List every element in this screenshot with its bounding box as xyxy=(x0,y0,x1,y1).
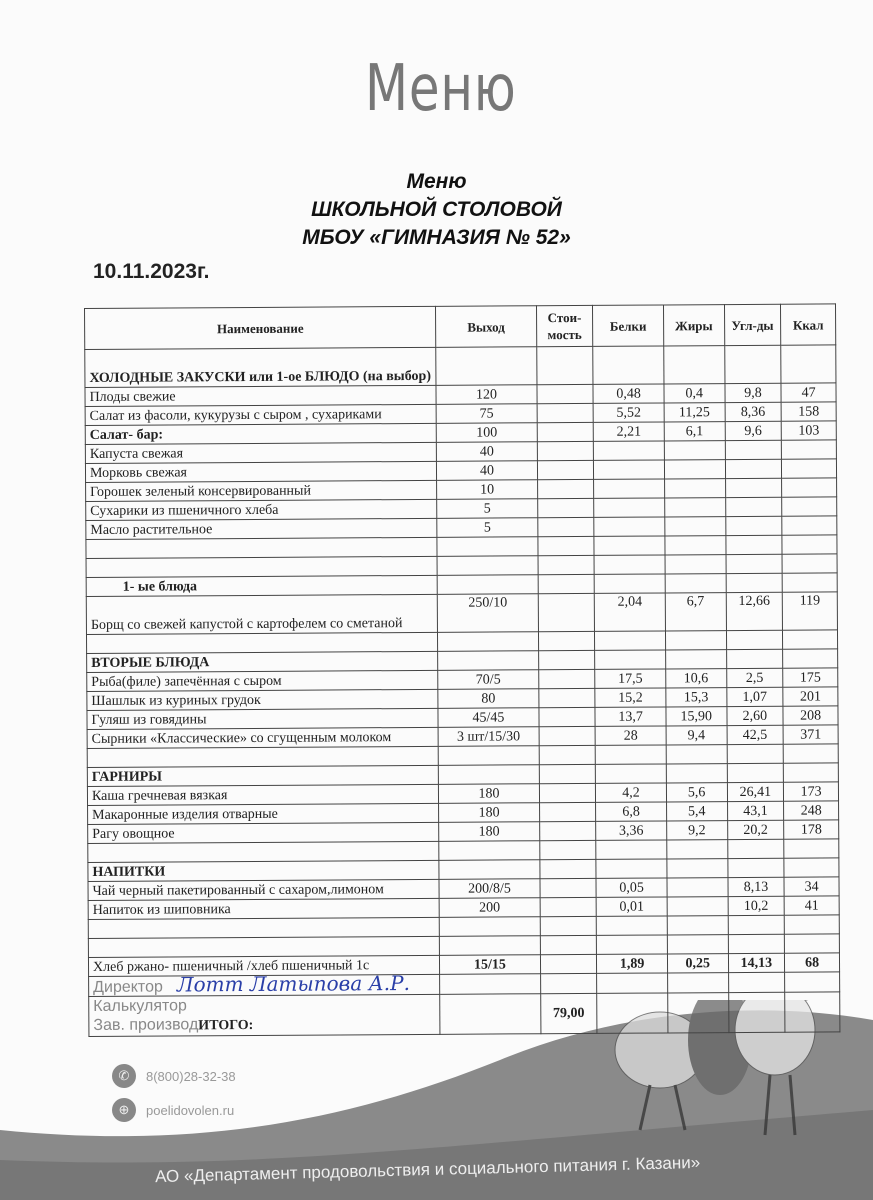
cell-cost xyxy=(539,745,596,764)
section-row xyxy=(85,345,836,388)
menu-table xyxy=(84,303,840,1037)
cell-cost xyxy=(539,726,596,745)
cell-yield xyxy=(437,556,537,576)
cell-carbs xyxy=(728,915,785,934)
globe-icon: ⊕ xyxy=(112,1098,136,1122)
dish-name: Рыба(филе) запечённая с сыром xyxy=(87,670,438,691)
cell-cost xyxy=(538,688,595,707)
col-yield: Выход xyxy=(436,306,536,348)
cell-kcal xyxy=(784,763,839,782)
cell-kcal: 68 xyxy=(785,953,840,972)
production-label: Зав. производ xyxy=(93,1016,199,1034)
cell-yield: 200 xyxy=(439,898,539,918)
cell-yield: 40 xyxy=(437,442,537,462)
company-name: АО «Департамент продовольствия и социального питания г. Казани» xyxy=(154,1152,701,1187)
cell-protein: 17,5 xyxy=(595,669,666,688)
cell-fat: 6,7 xyxy=(665,593,726,631)
cell-yield: 5 xyxy=(437,499,537,519)
cell-protein: 28 xyxy=(595,726,666,745)
cell-yield xyxy=(437,537,537,557)
cell-fat xyxy=(665,555,726,574)
cell-protein: 5,52 xyxy=(593,403,664,422)
cell-cost xyxy=(537,460,594,479)
cell-kcal xyxy=(782,554,837,573)
cell-carbs xyxy=(726,630,783,649)
dish-name: Салат из фасоли, кукурузы с сыром , сухариками xyxy=(85,404,436,425)
cell-fat: 11,25 xyxy=(664,403,725,422)
cell-kcal xyxy=(783,744,838,763)
cell-fat xyxy=(664,460,725,479)
cell-carbs xyxy=(726,649,783,668)
cell-carbs: 9,6 xyxy=(725,421,782,440)
calculator-label: Калькулятор xyxy=(93,997,187,1015)
dish-name: Макаронные изделия отварные xyxy=(88,803,439,824)
cell-kcal xyxy=(784,839,839,858)
dish-name: Каша гречневая вязкая xyxy=(87,784,438,805)
cell-carbs xyxy=(725,497,782,516)
cell-carbs xyxy=(725,478,782,497)
cell-cost xyxy=(538,669,595,688)
dish-name: ВТОРЫЕ БЛЮДА xyxy=(87,651,438,672)
handwritten-title: Меню xyxy=(365,52,517,126)
cell-protein xyxy=(594,479,665,498)
cell-cost xyxy=(537,441,594,460)
dish-name: Шашлык из куриных грудок xyxy=(87,689,438,710)
dish-name: Напиток из шиповника xyxy=(88,898,439,919)
cell-yield: 45/45 xyxy=(438,708,538,728)
dish-name: Сухарики из пшеничного хлеба xyxy=(86,499,437,520)
cell-yield xyxy=(440,936,540,956)
cell-protein: 15,2 xyxy=(595,688,666,707)
cell-fat xyxy=(665,631,726,650)
table-row xyxy=(86,592,837,635)
cell-kcal xyxy=(782,516,837,535)
dish-name xyxy=(88,841,439,862)
cell-kcal xyxy=(782,440,837,459)
cell-yield xyxy=(439,746,539,766)
cell-yield: 80 xyxy=(438,689,538,709)
cell-protein xyxy=(597,935,668,954)
cell-carbs xyxy=(727,858,784,877)
col-name: Наименование xyxy=(85,306,437,349)
cell-kcal: 201 xyxy=(783,687,838,706)
cell-kcal: 158 xyxy=(781,402,836,421)
cell-protein xyxy=(597,916,668,935)
cell-fat: 9,4 xyxy=(666,726,727,745)
cell-protein: 3,36 xyxy=(596,821,667,840)
dish-name xyxy=(86,537,437,558)
cell-yield: 120 xyxy=(436,385,536,405)
cell-yield xyxy=(436,347,536,386)
cell-cost xyxy=(539,707,596,726)
cell-fat xyxy=(664,479,725,498)
cell-yield xyxy=(439,841,539,861)
dish-name: Борщ со свежей капустой с картофелем со сметаной xyxy=(86,594,438,634)
cell-kcal xyxy=(783,630,838,649)
cell-carbs xyxy=(725,459,782,478)
dish-name xyxy=(87,746,438,767)
cell-protein: 2,04 xyxy=(595,593,666,631)
cell-carbs xyxy=(726,554,783,573)
cell-carbs: 43,1 xyxy=(727,801,784,820)
cell-cost xyxy=(537,422,594,441)
cell-yield: 180 xyxy=(439,822,539,842)
cell-yield: 100 xyxy=(437,423,537,443)
cell-cost xyxy=(538,593,595,631)
cell-cost xyxy=(540,897,597,916)
cell-fat xyxy=(667,840,728,859)
cell-yield xyxy=(439,860,539,880)
cell-yield: 15/15 xyxy=(440,955,540,975)
cell-protein: 2,21 xyxy=(594,422,665,441)
dish-name: Горошек зеленый консервированный xyxy=(86,480,437,501)
cell-fat xyxy=(664,441,725,460)
cell-cost xyxy=(538,555,595,574)
col-protein: Белки xyxy=(593,305,664,346)
website-text: poelidovolen.ru xyxy=(146,1102,235,1118)
cell-kcal: 103 xyxy=(781,421,836,440)
dish-name: НАПИТКИ xyxy=(88,860,439,881)
cell-protein xyxy=(594,460,665,479)
cell-yield xyxy=(440,917,540,937)
cell-protein xyxy=(596,840,667,859)
cell-yield: 3 шт/15/30 xyxy=(438,727,538,747)
dish-name: Хлеб ржано- пшеничный /хлеб пшеничный 1с xyxy=(88,955,439,976)
cell-fat: 15,3 xyxy=(666,688,727,707)
cell-fat: 0,25 xyxy=(667,954,728,973)
total-label: ИТОГО: xyxy=(198,1017,254,1034)
cell-fat xyxy=(667,916,728,935)
cell-kcal xyxy=(784,858,839,877)
cell-protein xyxy=(595,631,666,650)
cell-carbs xyxy=(725,516,782,535)
dish-name: ХОЛОДНЫЕ ЗАКУСКИ или 1-ое БЛЮДО (на выбор) xyxy=(85,347,437,387)
col-kcal: Ккал xyxy=(781,304,836,345)
cell-carbs: 26,41 xyxy=(727,782,784,801)
cell-carbs: 12,66 xyxy=(726,592,783,630)
dish-name xyxy=(88,936,439,957)
cell-yield xyxy=(438,651,538,671)
cell-cost xyxy=(538,650,595,669)
footer-website xyxy=(112,1098,234,1122)
director-label: Директор xyxy=(93,978,163,996)
cell-carbs: 8,13 xyxy=(728,877,785,896)
cell-fat: 5,4 xyxy=(666,802,727,821)
cell-fat: 9,2 xyxy=(666,821,727,840)
cell-carbs: 2,5 xyxy=(726,668,783,687)
cell-cost xyxy=(537,536,594,555)
cell-kcal xyxy=(782,497,837,516)
cell-kcal: 119 xyxy=(782,592,837,630)
cell-carbs: 10,2 xyxy=(728,896,785,915)
cell-fat xyxy=(666,745,727,764)
cell-kcal xyxy=(782,573,837,592)
table-header-row xyxy=(85,304,836,350)
cell-kcal: 41 xyxy=(784,896,839,915)
cell-protein: 13,7 xyxy=(595,707,666,726)
cell-cost xyxy=(539,802,596,821)
cell-carbs xyxy=(725,440,782,459)
cell-kcal: 371 xyxy=(783,725,838,744)
cell-protein: 1,89 xyxy=(597,954,668,973)
cell-protein: 6,8 xyxy=(596,802,667,821)
cell-protein: 0,01 xyxy=(596,897,667,916)
title-line-1: Меню xyxy=(406,170,467,193)
cell-kcal: 173 xyxy=(784,782,839,801)
cell-kcal: 47 xyxy=(781,383,836,402)
dish-name: Салат- бар: xyxy=(85,423,436,444)
cell-fat xyxy=(667,897,728,916)
dish-name: Капуста свежая xyxy=(85,442,436,463)
col-fat: Жиры xyxy=(663,305,724,346)
cell-carbs xyxy=(726,573,783,592)
cell-cost xyxy=(539,859,596,878)
cell-fat: 0,4 xyxy=(664,384,725,403)
cell-protein xyxy=(593,346,664,384)
cell-yield: 70/5 xyxy=(438,670,538,690)
cell-yield: 75 xyxy=(436,404,536,424)
phone-icon: ✆ xyxy=(112,1064,136,1088)
cell-protein xyxy=(594,441,665,460)
cell-fat xyxy=(666,764,727,783)
cell-kcal: 178 xyxy=(784,820,839,839)
cell-cost xyxy=(538,631,595,650)
cell-kcal xyxy=(784,915,839,934)
cell-kcal: 34 xyxy=(784,877,839,896)
cell-protein xyxy=(596,859,667,878)
cell-protein: 0,48 xyxy=(593,384,664,403)
cell-carbs: 42,5 xyxy=(727,725,784,744)
cell-carbs xyxy=(727,839,784,858)
cell-cost xyxy=(537,517,594,536)
cell-yield: 250/10 xyxy=(438,594,538,633)
cell-carbs: 20,2 xyxy=(727,820,784,839)
cell-protein xyxy=(594,574,665,593)
cell-kcal xyxy=(783,649,838,668)
cell-carbs xyxy=(727,763,784,782)
cell-cost xyxy=(540,935,597,954)
cell-yield xyxy=(437,575,537,595)
cell-fat: 15,90 xyxy=(666,707,727,726)
cell-cost xyxy=(538,574,595,593)
cell-cost xyxy=(537,403,594,422)
dish-name: Чай черный пакетированный с сахаром,лимоном xyxy=(88,879,439,900)
cell-cost xyxy=(539,821,596,840)
menu-date: 10.11.2023г. xyxy=(93,260,210,283)
cell-cost xyxy=(536,346,593,384)
cell-fat xyxy=(665,517,726,536)
cell-fat xyxy=(664,498,725,517)
cell-carbs: 8,36 xyxy=(725,402,782,421)
cell-protein xyxy=(594,517,665,536)
cell-protein xyxy=(594,536,665,555)
cell-cost xyxy=(540,878,597,897)
cell-carbs: 2,60 xyxy=(726,706,783,725)
cell-cost xyxy=(539,840,596,859)
cell-kcal: 208 xyxy=(783,706,838,725)
cell-carbs: 9,8 xyxy=(725,383,782,402)
phone-number: 8(800)28-32-38 xyxy=(146,1068,236,1084)
cell-cost xyxy=(540,954,597,973)
dish-name xyxy=(86,632,437,653)
cell-cost xyxy=(539,783,596,802)
cell-fat xyxy=(665,650,726,669)
cell-fat: 5,6 xyxy=(666,783,727,802)
cell-kcal xyxy=(782,459,837,478)
cell-kcal xyxy=(781,345,836,383)
dish-name: Сырники «Классические» со сгущенным молоком xyxy=(87,727,438,748)
cell-fat: 6,1 xyxy=(664,422,725,441)
cell-yield: 180 xyxy=(439,784,539,804)
cell-carbs xyxy=(727,744,784,763)
cell-fat xyxy=(665,574,726,593)
cell-yield: 200/8/5 xyxy=(439,879,539,899)
title-line-2: ШКОЛЬНОЙ СТОЛОВОЙ xyxy=(311,198,562,221)
cell-protein xyxy=(595,650,666,669)
cell-yield: 10 xyxy=(437,480,537,500)
total-row xyxy=(89,992,840,1037)
cell-yield xyxy=(438,632,538,652)
cell-protein xyxy=(594,498,665,517)
dish-name xyxy=(88,917,439,938)
cell-cost xyxy=(540,916,597,935)
dish-name: Плоды свежие xyxy=(85,385,436,406)
title-line-3: МБОУ «ГИМНАЗИЯ № 52» xyxy=(302,226,571,249)
cell-kcal: 248 xyxy=(784,801,839,820)
cell-protein xyxy=(595,745,666,764)
cell-cost xyxy=(537,498,594,517)
cell-carbs xyxy=(728,934,785,953)
cell-yield: 40 xyxy=(437,461,537,481)
cell-protein: 4,2 xyxy=(596,783,667,802)
dish-name xyxy=(86,556,437,577)
dish-name: Рагу овощное xyxy=(88,822,439,843)
cell-carbs xyxy=(724,345,781,383)
cell-carbs: 14,13 xyxy=(728,953,785,972)
cell-kcal xyxy=(782,535,837,554)
cell-cost xyxy=(539,764,596,783)
cell-carbs xyxy=(725,535,782,554)
dish-name: ГАРНИРЫ xyxy=(87,765,438,786)
col-cost: Стои-мость xyxy=(536,305,593,346)
total-cost: 79,00 xyxy=(540,993,597,1033)
cell-protein xyxy=(596,764,667,783)
footer-phone xyxy=(112,1064,236,1088)
cell-protein: 0,05 xyxy=(596,878,667,897)
dish-name: Масло растительное xyxy=(86,518,437,539)
cell-cost xyxy=(537,384,594,403)
director-signature: Лотт Латыпова А.Р. xyxy=(176,971,410,997)
cell-carbs: 1,07 xyxy=(726,687,783,706)
cell-fat xyxy=(667,935,728,954)
cell-protein xyxy=(594,555,665,574)
cell-fat: 10,6 xyxy=(666,669,727,688)
cell-fat xyxy=(664,346,725,384)
dish-name: Гуляш из говядины xyxy=(87,708,438,729)
cell-kcal xyxy=(785,934,840,953)
cell-kcal: 175 xyxy=(783,668,838,687)
cell-fat xyxy=(665,536,726,555)
cell-fat xyxy=(667,859,728,878)
dish-name: 1- ые блюда xyxy=(86,575,437,596)
col-carbs: Угл-ды xyxy=(724,304,781,345)
cell-fat xyxy=(667,878,728,897)
cell-yield: 5 xyxy=(437,518,537,538)
cell-kcal xyxy=(782,478,837,497)
cell-yield xyxy=(439,765,539,785)
dish-name: Морковь свежая xyxy=(85,461,436,482)
cell-yield: 180 xyxy=(439,803,539,823)
cell-cost xyxy=(537,479,594,498)
